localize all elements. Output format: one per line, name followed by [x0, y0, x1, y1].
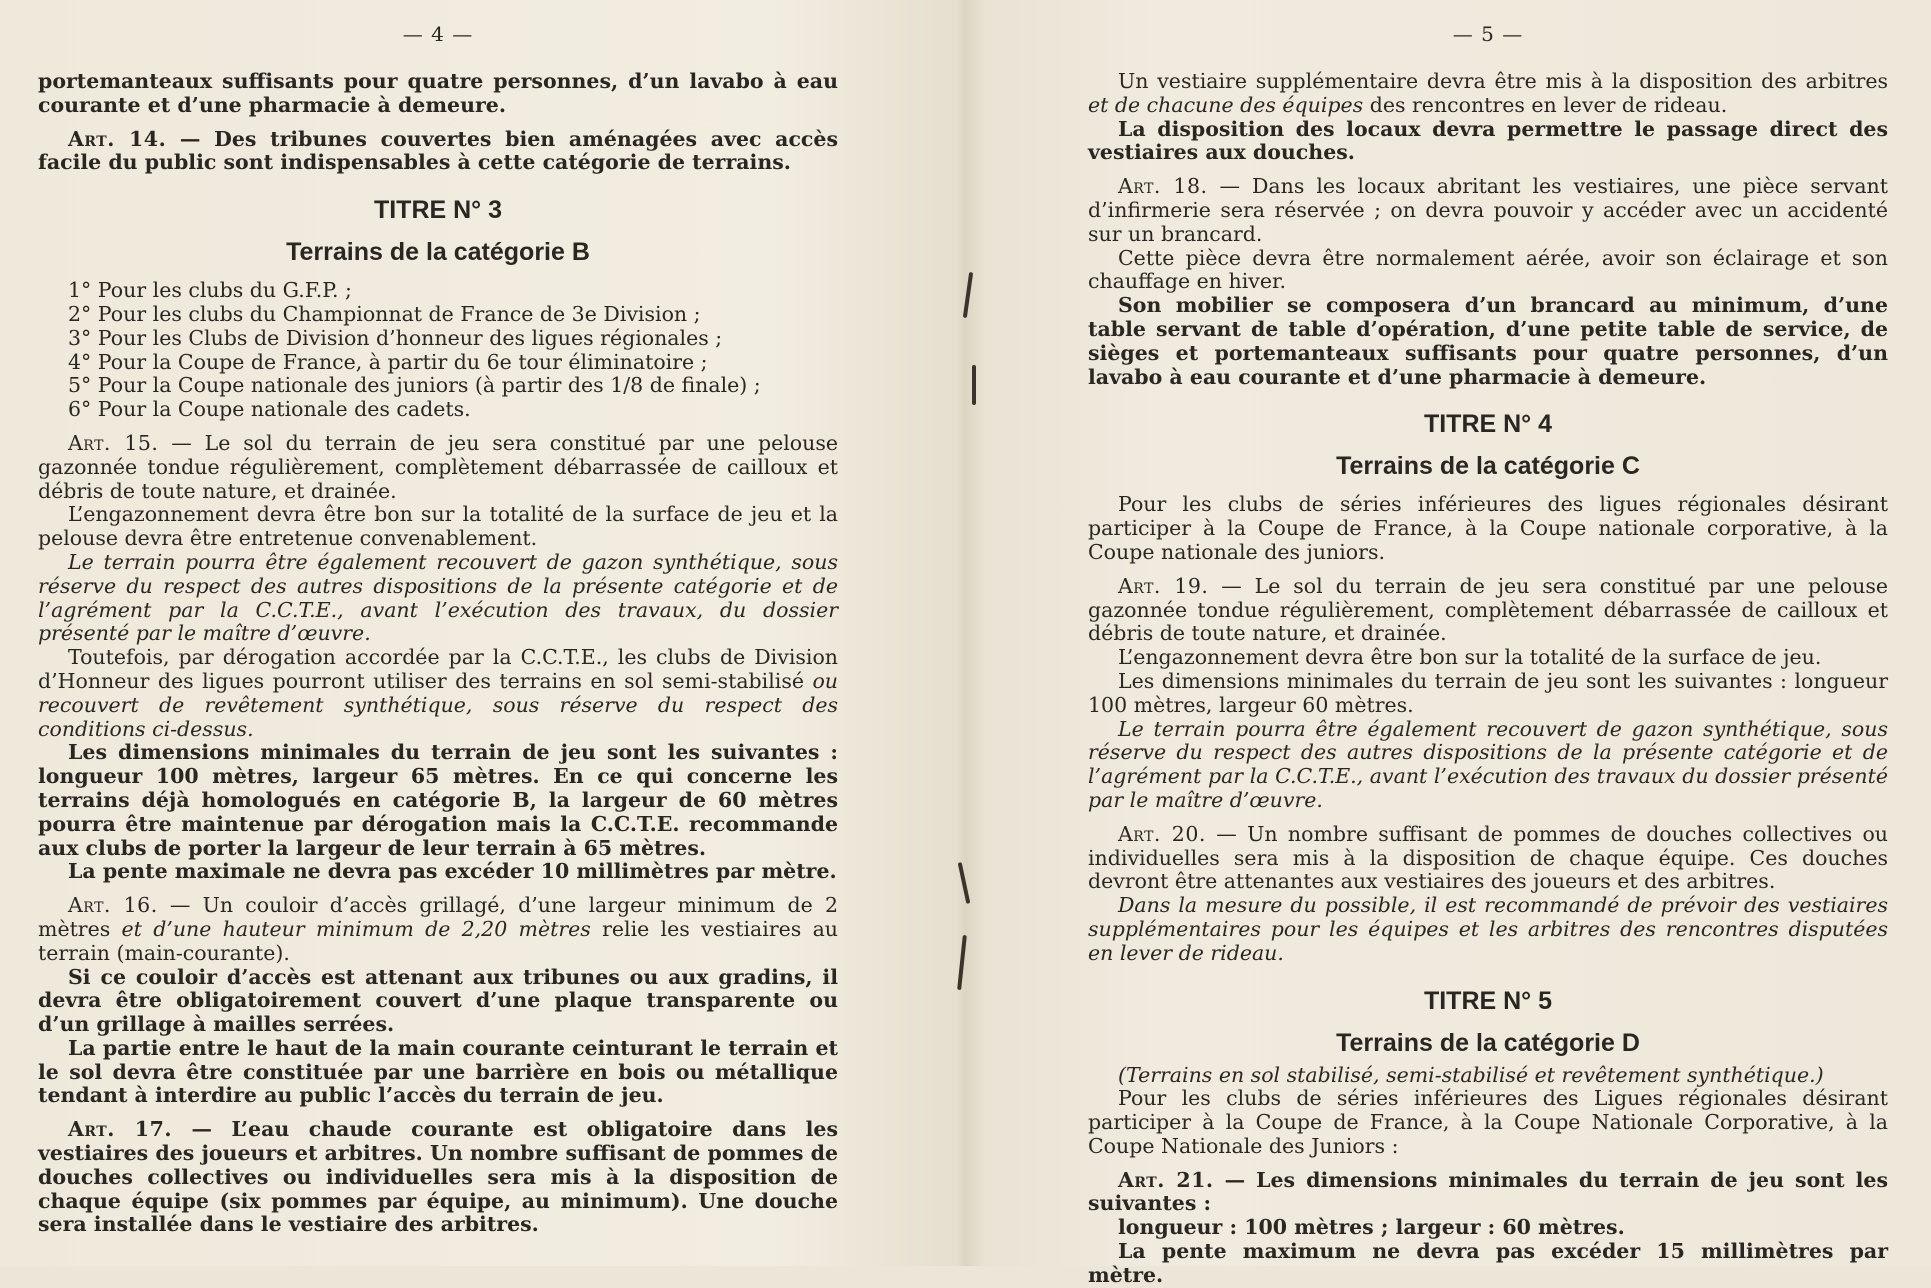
article-text: relie les vestiaires au terrain (main-courante).: [38, 916, 838, 965]
article-19: [1088, 575, 1888, 646]
club-list: [38, 279, 838, 422]
paragraph: La pente maximum ne devra pas excéder 15 millimètres par mètre.: [1088, 1239, 1888, 1287]
article-label: Art. 17.: [68, 1117, 172, 1142]
article-label: Art. 16.: [68, 893, 158, 918]
paragraph: Les dimensions minimales du terrain de jeu sont les suivantes : longueur 100 mètres, largeur 65 mètres. En ce qui concerne les terrains déjà homologués en catégorie B, la largeur de 60 mètres pourra être maintenue par dérogation mais la C.C.T.E. recommande aux clubs de porter la largeur de leur terrain à 65 mètres.: [38, 740, 838, 860]
article-17: [38, 1118, 838, 1237]
list-item: 2° Pour les clubs du Championnat de France de 3e Division ;: [68, 301, 701, 326]
paragraph: [1088, 70, 1888, 118]
list-item: 6° Pour la Coupe nationale des cadets.: [68, 397, 471, 422]
paragraph: Cette pièce devra être normalement aérée, avoir son éclairage et son chauffage en hiver.: [1088, 245, 1888, 294]
section-subtitle: Terrains de la catégorie D: [1336, 1028, 1640, 1057]
text-italic: ou recouvert de revêtement synthétique, sous réserve du respect des conditions ci-dessus.: [38, 668, 839, 741]
article-21: [1088, 1169, 1888, 1217]
binding-staple: [972, 365, 976, 405]
section-subtitle: Terrains de la catégorie C: [1336, 452, 1640, 481]
page-4-text: [38, 70, 838, 1237]
paragraph: L’engazonnement devra être bon sur la totalité de la surface de jeu.: [1118, 645, 1822, 670]
paragraph: Si ce couloir d’accès est attenant aux tribunes ou aux gradins, il devra être obligatoirement couvert d’une plaque transparente ou d’un grillage à mailles serrées.: [38, 964, 838, 1037]
paragraph: portemanteaux suffisants pour quatre personnes, d’un lavabo à eau courante et d’une pharmacie à demeure.: [38, 69, 838, 117]
page-5: [1088, 0, 1889, 1287]
paragraph: Dans la mesure du possible, il est recommandé de prévoir des vestiaires supplémentaires pour les équipes et les arbitres des rencontres disputées en lever de rideau.: [1088, 893, 1888, 965]
page-5-text: [1088, 70, 1888, 1288]
list-item: 3° Pour les Clubs de Division d’honneur des ligues régionales ;: [68, 325, 723, 350]
paragraph: Les dimensions minimales du terrain de jeu sont les suivantes : longueur 100 mètres, largeur 60 mètres.: [1088, 668, 1888, 717]
text-italic: et de chacune des équipes: [1088, 92, 1364, 117]
article-label: Art. 15.: [68, 430, 159, 455]
article-label: Art. 19.: [1118, 573, 1209, 598]
paragraph: L’engazonnement devra être bon sur la totalité de la surface de jeu et la pelouse devra être entretenue convenablement.: [38, 502, 838, 551]
binding-staple: [958, 862, 971, 904]
article-20: [1088, 823, 1888, 894]
list-item: 1° Pour les clubs du G.F.P. ;: [68, 278, 352, 303]
list-item: 4° Pour la Coupe de France, à partir du 6e tour éliminatoire ;: [68, 349, 708, 374]
article-text: — Le sol du terrain de jeu sera constitué par une pelouse gazonnée tondue régulièrement, complètement débarrassée de cailloux et débris de toute nature, et drainée.: [1088, 573, 1889, 646]
paragraph: (Terrains en sol stabilisé, semi-stabilisé et revêtement synthétique.): [1118, 1062, 1824, 1087]
binding-staple: [957, 935, 967, 990]
article-label: Art. 20.: [1118, 821, 1206, 846]
paragraph: La partie entre le haut de la main courante ceinturant le terrain et le sol devra être constituée par une barrière en bois ou métallique tendant à interdire au public l’accès du terrain de jeu.: [38, 1035, 838, 1108]
article-text: — Un couloir d’accès grillagé, d’une largeur minimum de 2 mètres: [38, 893, 838, 941]
section-title: TITRE N° 3: [373, 196, 503, 225]
article-18: [1088, 175, 1888, 246]
article-label: Art. 14.: [68, 126, 167, 151]
paragraph: Pour les clubs de séries inférieures des ligues régionales désirant participer à la Coupe de France, à la Coupe nationale corporative, à la Coupe nationale des juniors.: [1088, 492, 1888, 564]
article-label: Art. 18.: [1118, 174, 1208, 199]
page-number: — 4 —: [402, 22, 474, 46]
paragraph: La pente maximale ne devra pas excéder 10 millimètres par mètre.: [68, 859, 837, 884]
section-title: TITRE N° 4: [1423, 410, 1553, 439]
binding-staple: [963, 272, 973, 318]
text: des rencontres en lever de rideau.: [1363, 92, 1728, 117]
text: Toutefois, par dérogation accordée par la C.C.T.E., les clubs de Division d’Honneur des ligues pourront utiliser des terrains en sol semi-stabilisé: [38, 645, 838, 693]
article-text: — Un nombre suffisant de pommes de douches collectives ou individuelles sera mis à la disposition de chaque équipe. Ces douches devront être attenantes aux vestiaires des joueurs et des arbitres.: [1088, 821, 1888, 894]
article-15: [38, 432, 838, 503]
paragraph: La disposition des locaux devra permettre le passage direct des vestiaires aux douches.: [1088, 116, 1888, 165]
article-14: [38, 128, 838, 176]
page-4: [38, 0, 838, 1266]
paragraph: Pour les clubs de séries inférieures des Ligues régionales désirant participer à la Coupe de France, à la Coupe Nationale Corporative, à la Coupe Nationale des Juniors :: [1088, 1086, 1888, 1158]
section-subtitle: Terrains de la catégorie B: [286, 238, 590, 267]
article-text: — Dans les locaux abritant les vestiaires, une pièce servant d’infirmerie sera réservée ; on devra pouvoir y accéder avec un accidenté sur un brancard.: [1088, 174, 1888, 246]
section-title: TITRE N° 5: [1423, 986, 1553, 1015]
article-text-italic: et d’une hauteur minimum de 2,20 mètres: [110, 916, 591, 941]
list-item: 5° Pour la Coupe nationale des juniors (à partir des 1/8 de finale) ;: [68, 373, 761, 398]
article-text: — Le sol du terrain de jeu sera constitué par une pelouse gazonnée tondue régulièrement, complètement débarrassée de cailloux et débris de toute nature, et drainée.: [38, 430, 839, 503]
paragraph: Le terrain pourra être également recouvert de gazon synthétique, sous réserve du respect des autres dispositions de la présente catégorie et de l’agrément par la C.C.T.E., avant l’exécution des travaux du dossier présenté par le maître d’œuvre.: [1088, 716, 1888, 812]
article-text: — Des tribunes couvertes bien aménagées avec accès facile du public sont indispensables à cette catégorie de terrains.: [38, 126, 838, 175]
paragraph: longueur : 100 mètres ; largeur : 60 mètres.: [1118, 1215, 1625, 1240]
article-text: — L’eau chaude courante est obligatoire dans les vestiaires des joueurs et arbitres. Un nombre suffisant de pommes de douches collectives ou individuelles sera mis à la disposition de chaque équipe (six pommes par équipe, au minimum). Une douche sera installée dans le vestiaire des arbitres.: [38, 1117, 839, 1237]
article-16: [38, 894, 838, 965]
paragraph: Le terrain pourra être également recouvert de gazon synthétique, sous réserve du respect des autres dispositions de la présente catégorie et de l’agrément par la C.C.T.E., avant l’exécution des travaux, du dossier présenté par le maître d’œuvre.: [38, 549, 838, 646]
article-label: Art. 21.: [1118, 1167, 1214, 1192]
paragraph: [38, 646, 838, 741]
text: Un vestiaire supplémentaire devra être mis à la disposition des arbitres: [1118, 69, 1888, 93]
paragraph: Son mobilier se composera d’un brancard au minimum, d’une table servant de table d’opération, d’une petite table de service, de sièges et portemanteaux suffisants pour quatre personnes, d’un lavabo à eau courante et d’une pharmacie à demeure.: [1088, 293, 1888, 389]
page-number: — 5 —: [1452, 22, 1524, 46]
article-text: — Les dimensions minimales du terrain de jeu sont les suivantes :: [1088, 1167, 1889, 1216]
